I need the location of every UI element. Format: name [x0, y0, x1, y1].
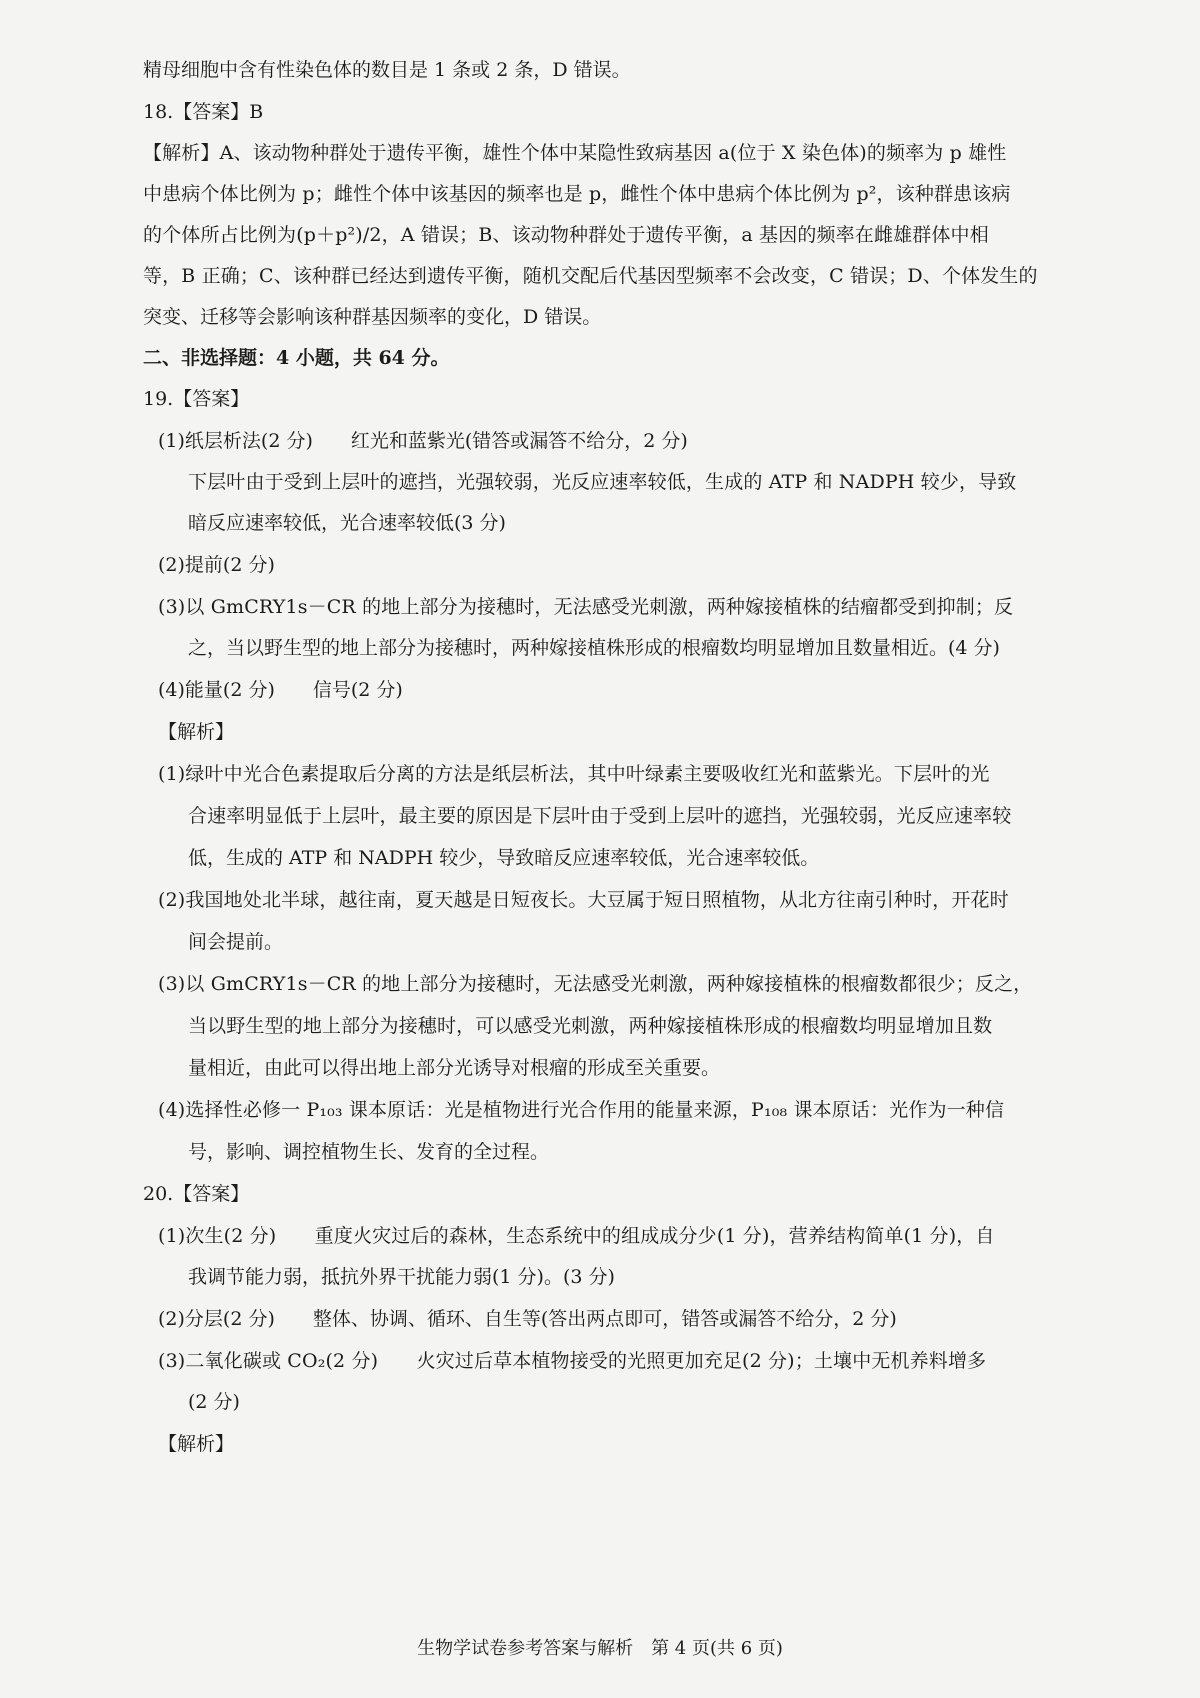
- text-line: (2)我国地处北半球，越往南，夏天越是日短夜长。大豆属于短日照植物，从北方往南引种时，开花时: [158, 889, 1009, 911]
- text-line: 【解析】A、该动物种群处于遗传平衡，雄性个体中某隐性致病基因 a(位于 X 染色体)的频率为 p 雄性: [143, 142, 1007, 164]
- page-footer: 生物学试卷参考答案与解析 第 4 页(共 6 页): [417, 1638, 783, 1659]
- text-line: (4)能量(2 分) 信号(2 分): [158, 679, 403, 701]
- text-line: 中患病个体比例为 p；雌性个体中该基因的频率也是 p，雌性个体中患病个体比例为 p²，该种群患该病: [143, 183, 1011, 205]
- answer-heading-18: 18.【答案】B: [143, 101, 264, 123]
- text-line: 合速率明显低于上层叶，最主要的原因是下层叶由于受到上层叶的遮挡，光强较弱，光反应速率较: [188, 805, 1012, 827]
- text-line: 的个体所占比例为(p＋p²)/2，A 错误；B、该动物种群处于遗传平衡，a 基因的频率在雌雄群体中相: [143, 224, 989, 246]
- text-line: 暗反应速率较低，光合速率较低(3 分): [188, 512, 506, 534]
- text-line: (3)以 GmCRY1s－CR 的地上部分为接穗时，无法感受光刺激，两种嫁接植株的根瘤数都很少；反之，: [158, 973, 1033, 995]
- analysis-heading: 【解析】: [158, 721, 235, 743]
- text-line: (1)纸层析法(2 分) 红光和蓝紫光(错答或漏答不给分，2 分): [158, 430, 688, 452]
- text-line: (1)绿叶中光合色素提取后分离的方法是纸层析法，其中叶绿素主要吸收红光和蓝紫光。下层叶的光: [158, 763, 990, 785]
- text-line: 精母细胞中含有性染色体的数目是 1 条或 2 条，D 错误。: [143, 59, 631, 81]
- text-line: 之，当以野生型的地上部分为接穗时，两种嫁接植株形成的根瘤数均明显增加且数量相近。(4 分): [188, 637, 1000, 659]
- section-heading: 二、非选择题：4 小题，共 64 分。: [143, 347, 450, 369]
- text-line: 等，B 正确；C、该种群已经达到遗传平衡，随机交配后代基因型频率不会改变，C 错误；D、个体发生的: [143, 265, 1038, 287]
- text-line: (2 分): [188, 1391, 240, 1413]
- text-line: (4)选择性必修一 P₁₀₃ 课本原话：光是植物进行光合作用的能量来源，P₁₀₈ 课本原话：光作为一种信: [158, 1099, 1005, 1121]
- text-line: 突变、迁移等会影响该种群基因频率的变化，D 错误。: [143, 306, 602, 328]
- text-line: 低，生成的 ATP 和 NADPH 较少，导致暗反应速率较低，光合速率较低。: [188, 847, 820, 869]
- text-line: (3)二氧化碳或 CO₂(2 分) 火灾过后草本植物接受的光照更加充足(2 分)；土壤中无机养料增多: [158, 1350, 987, 1372]
- text-line: 间会提前。: [188, 931, 284, 953]
- text-line: (2)提前(2 分): [158, 554, 275, 576]
- text-line: (2)分层(2 分) 整体、协调、循环、自生等(答出两点即可，错答或漏答不给分，2 分): [158, 1308, 897, 1330]
- text-line: 号，影响、调控植物生长、发育的全过程。: [188, 1141, 550, 1163]
- answer-heading-19: 19.【答案】: [143, 388, 250, 410]
- answer-heading-20: 20.【答案】: [143, 1183, 250, 1205]
- text-line: 我调节能力弱，抵抗外界干扰能力弱(1 分)。(3 分): [188, 1266, 615, 1288]
- analysis-heading: 【解析】: [158, 1433, 235, 1455]
- text-line: 当以野生型的地上部分为接穗时，可以感受光刺激，两种嫁接植株形成的根瘤数均明显增加且数: [188, 1015, 993, 1037]
- text-line: (3)以 GmCRY1s－CR 的地上部分为接穗时，无法感受光刺激，两种嫁接植株的结瘤都受到抑制；反: [158, 596, 1014, 618]
- text-line: 量相近，由此可以得出地上部分光诱导对根瘤的形成至关重要。: [188, 1057, 721, 1079]
- text-line: 下层叶由于受到上层叶的遮挡，光强较弱，光反应速率较低，生成的 ATP 和 NADPH 较少，导致: [188, 471, 1017, 493]
- text-line: (1)次生(2 分) 重度火灾过后的森林，生态系统中的组成成分少(1 分)，营养结构简单(1 分)，自: [158, 1225, 995, 1247]
